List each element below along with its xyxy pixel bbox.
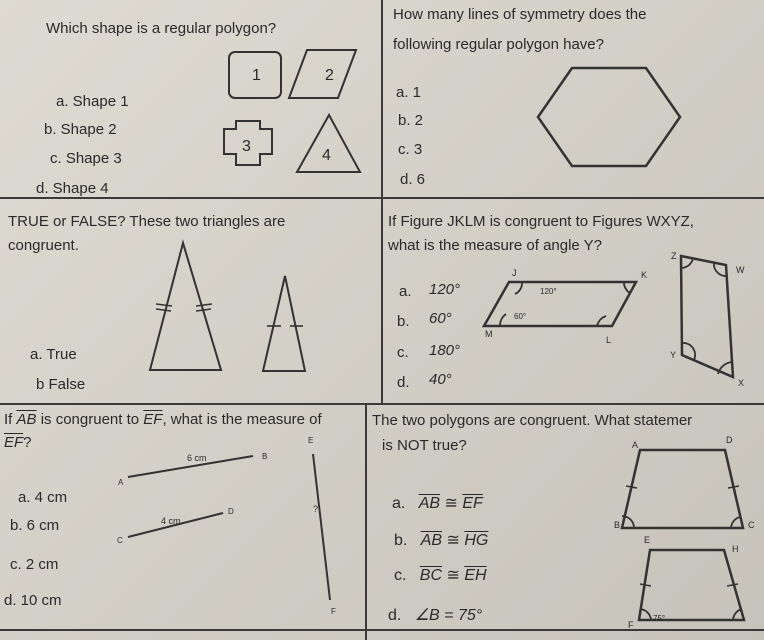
q1-question: Which shape is a regular polygon?	[46, 20, 277, 37]
q3-question-line2: congruent.	[8, 237, 79, 254]
q5-suffix: , what is the measure of	[162, 411, 322, 428]
q2-choice-a: a. 1	[396, 84, 422, 101]
shape-3-label: 3	[242, 138, 251, 155]
q2-question-line1: How many lines of symmetry does the	[393, 6, 647, 23]
q5-choice-a: a. 4 cm	[18, 489, 68, 506]
label-w: W	[736, 265, 745, 275]
label-j: J	[512, 268, 517, 278]
label-6cm: 6 cm	[187, 453, 207, 463]
q6-choice-a-symbol: ≅	[444, 495, 458, 512]
q5-segment-ab: $\overline{AB}$	[16, 411, 37, 428]
q5-choice-d: d. 10 cm	[4, 592, 62, 609]
q4-choice-a-value: 120°	[429, 281, 461, 298]
label-q6-b: B	[614, 520, 621, 530]
label-q6-d: D	[726, 435, 733, 445]
q2-choice-c: c. 3	[398, 141, 423, 158]
q6-choice-a-letter: a.	[392, 495, 406, 512]
trapezoid-abcd	[622, 450, 743, 528]
q4-choice-c-value: 180°	[429, 342, 461, 359]
q5-end: ?	[23, 434, 32, 451]
q1-choice-a: a. Shape 1	[56, 93, 129, 110]
q6-choice-c-left: $\overline{BC}$	[419, 567, 443, 584]
q1-choice-b: b. Shape 2	[44, 121, 117, 138]
label-y: Y	[670, 350, 677, 360]
label-a: A	[118, 478, 124, 487]
q3-question-line1: TRUE or FALSE? These two triangles are	[8, 213, 286, 230]
label-c: C	[117, 536, 123, 545]
label-q6-e: E	[644, 535, 651, 545]
q5-prefix: If	[4, 411, 13, 428]
q5-mid: is congruent to	[40, 411, 140, 428]
label-4cm: 4 cm	[161, 516, 181, 526]
q6-choice-b-right: $\overline{HG}$	[464, 532, 489, 549]
q3-choice-b: b False	[36, 376, 86, 393]
q6-choice-d-text: ∠B = 75°	[414, 607, 483, 624]
angle-j-120: 120°	[540, 287, 557, 296]
q2-choice-b: b. 2	[398, 112, 424, 129]
q4-choice-c-letter: c.	[397, 344, 409, 361]
label-q6-h: H	[732, 544, 739, 554]
angle-f-75: 75°	[653, 614, 666, 623]
label-k: K	[641, 270, 648, 280]
q4-choice-d-value: 40°	[429, 371, 452, 388]
label-e: E	[308, 436, 314, 445]
q1-choice-c: c. Shape 3	[50, 150, 122, 167]
q5-segment-ef-2: $\overline{EF}$	[4, 434, 24, 451]
q1-choice-d: d. Shape 4	[36, 180, 109, 197]
q6-choice-c-letter: c.	[394, 567, 407, 584]
q6-question-line2: is NOT true?	[382, 437, 467, 454]
q6-choice-a-right: $\overline{EF}$	[462, 495, 483, 512]
label-l: L	[606, 335, 612, 345]
q6-question-line1: The two polygons are congruent. What statemer	[372, 412, 693, 429]
label-q6-c: C	[748, 520, 755, 530]
label-q6-f: F	[628, 620, 634, 630]
q6-choice-c-symbol: ≅	[446, 567, 460, 584]
shape-1-label: 1	[252, 67, 261, 84]
q4-choice-b-value: 60°	[429, 310, 452, 327]
q2-choice-d: d. 6	[400, 171, 426, 188]
label-q6-a: A	[632, 440, 639, 450]
label-m: M	[485, 329, 493, 339]
q6-choice-a-left: $\overline{AB}$	[418, 495, 441, 512]
label-d: D	[228, 507, 234, 516]
q2-question-line2: following regular polygon have?	[393, 36, 604, 53]
q6-choice-d-letter: d.	[388, 607, 402, 624]
q6-choice-b-symbol: ≅	[446, 532, 460, 549]
q4-choice-d-letter: d.	[397, 374, 410, 391]
shape-4-label: 4	[322, 147, 331, 164]
q6-choice-b-letter: b.	[394, 532, 408, 549]
label-question-mark: ?	[313, 504, 319, 514]
label-b: B	[262, 452, 268, 461]
q5-choice-b: b. 6 cm	[10, 517, 60, 534]
shape-2-label: 2	[325, 67, 334, 84]
q5-segment-ef: $\overline{EF}$	[143, 411, 163, 428]
q5-choice-c: c. 2 cm	[10, 556, 59, 573]
label-z: Z	[671, 251, 677, 261]
q6-choice-b-left: $\overline{AB}$	[420, 532, 443, 549]
q4-choice-a-letter: a.	[399, 283, 412, 300]
q4-choice-b-letter: b.	[397, 313, 410, 330]
label-f: F	[331, 607, 336, 616]
angle-m-60: 60°	[514, 312, 527, 321]
label-x: X	[738, 378, 745, 388]
q4-question-line1: If Figure JKLM is congruent to Figures WXYZ,	[388, 213, 694, 230]
q3-choice-a: a. True	[30, 346, 77, 363]
q4-question-line2: what is the measure of angle Y?	[388, 237, 603, 254]
q6-choice-c-right: $\overline{EH}$	[464, 567, 487, 584]
